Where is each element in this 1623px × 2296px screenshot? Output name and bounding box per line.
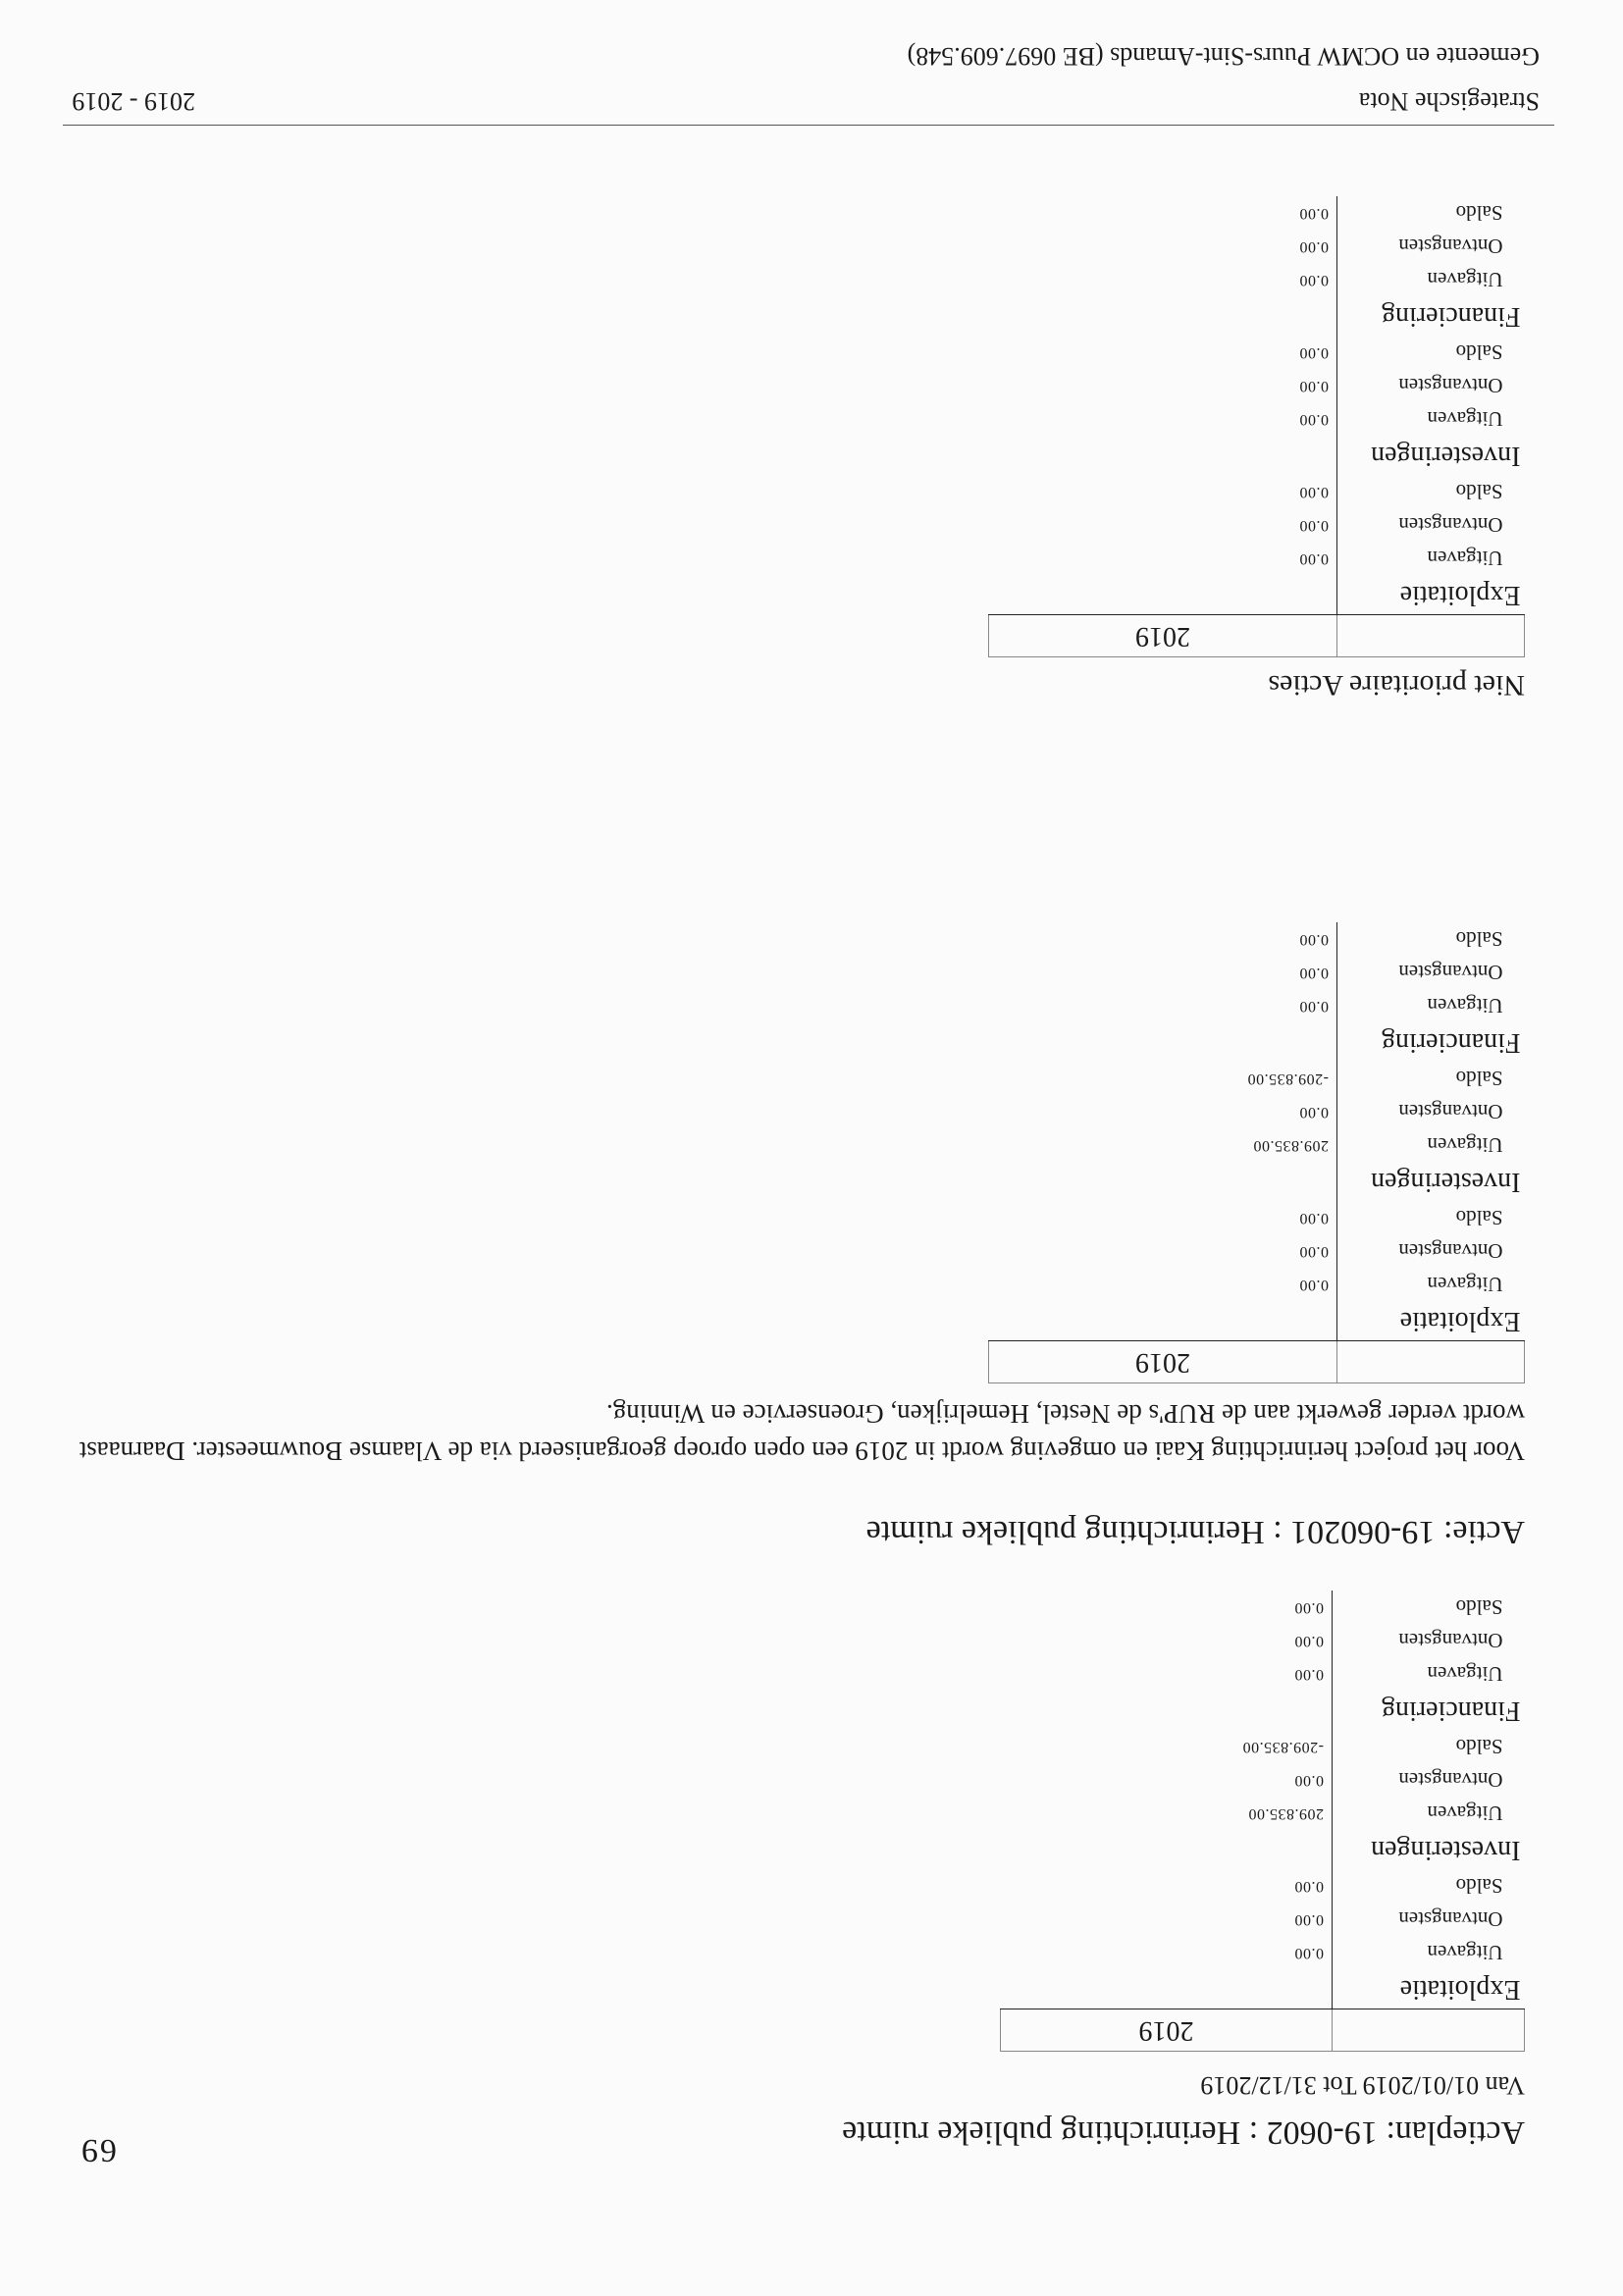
- row-label: Saldo: [1333, 1730, 1525, 1763]
- section-label: Investeringen: [1337, 436, 1525, 475]
- section-label: Financiering: [1337, 296, 1525, 336]
- row-label: Uitgaven: [1337, 1128, 1525, 1162]
- row-value: -209.835.00: [1247, 1070, 1329, 1087]
- table-row: [989, 508, 1525, 542]
- table-row: [1001, 1730, 1525, 1763]
- table-row: [989, 575, 1525, 615]
- row-value: 0.00: [1299, 238, 1329, 255]
- row-label: Saldo: [1333, 1591, 1525, 1624]
- actie-title: Actie: 19-060201 : Herinrichting publieke ruimte: [865, 1514, 1525, 1550]
- table-row: [989, 402, 1525, 436]
- row-value: 0.00: [1299, 965, 1329, 981]
- niet-prioritaire-table: [988, 196, 1525, 657]
- table-row: [1001, 1969, 1525, 2009]
- table-row: [989, 1162, 1525, 1201]
- table-row: [989, 263, 1525, 296]
- row-value: 0.00: [1294, 1599, 1324, 1616]
- table-row: [1001, 1591, 1525, 1624]
- row-value: [989, 575, 1337, 615]
- row-label: Uitgaven: [1337, 542, 1525, 575]
- row-label: Ontvangsten: [1333, 1624, 1525, 1657]
- table-header-row: [1001, 2009, 1525, 2052]
- row-label: Uitgaven: [1337, 989, 1525, 1022]
- table-row: [989, 230, 1525, 263]
- table-corner-cell: [1333, 2009, 1525, 2052]
- table-row: [989, 1301, 1525, 1341]
- row-value: [989, 296, 1337, 336]
- table-row: [1001, 1797, 1525, 1830]
- table-row: [989, 369, 1525, 402]
- table-row: [989, 922, 1525, 956]
- table-row: [989, 196, 1525, 230]
- table-row: [989, 296, 1525, 336]
- row-value: 209.835.00: [1253, 1137, 1329, 1154]
- doc-period: 2019 - 2019: [72, 87, 195, 116]
- table-year-header: 2019: [1001, 2009, 1333, 2052]
- table-row: [989, 1128, 1525, 1162]
- page-number: 69: [79, 2132, 117, 2168]
- row-value: [989, 436, 1337, 475]
- row-value: 209.835.00: [1248, 1805, 1324, 1822]
- section-label: Investeringen: [1337, 1162, 1525, 1201]
- table-corner-cell: [1337, 1341, 1525, 1383]
- niet-prioritaire-title: Niet prioritaire Acties: [1268, 669, 1525, 702]
- doc-title: Strategische Nota: [1358, 87, 1540, 116]
- row-value: 0.00: [1299, 378, 1329, 394]
- row-value: 0.00: [1299, 1104, 1329, 1121]
- actieplan-period: Van 01/01/2019 Tot 31/12/2019: [1200, 2071, 1525, 2100]
- table-row: [989, 475, 1525, 508]
- row-value: 0.00: [1294, 1772, 1324, 1789]
- section-label: Financiering: [1333, 1691, 1525, 1730]
- row-label: Uitgaven: [1333, 1657, 1525, 1691]
- table-corner-cell: [1337, 615, 1525, 657]
- table-row: [1001, 1657, 1525, 1691]
- table-row: [989, 1268, 1525, 1301]
- row-value: 0.00: [1299, 1243, 1329, 1260]
- section-label: Exploitatie: [1337, 575, 1525, 615]
- actie-table: [988, 922, 1525, 1383]
- table-row: [989, 336, 1525, 369]
- row-value: 0.00: [1299, 411, 1329, 428]
- row-label: Ontvangsten: [1337, 1234, 1525, 1268]
- row-value: 0.00: [1299, 205, 1329, 222]
- actieplan-table: [1000, 1591, 1525, 2052]
- row-value: [989, 1162, 1337, 1201]
- row-value: 0.00: [1294, 1878, 1324, 1895]
- row-label: Ontvangsten: [1333, 1903, 1525, 1936]
- row-label: Saldo: [1337, 196, 1525, 230]
- row-value: [989, 1022, 1337, 1062]
- row-label: Uitgaven: [1337, 402, 1525, 436]
- row-value: 0.00: [1294, 1911, 1324, 1928]
- row-label: Ontvangsten: [1337, 508, 1525, 542]
- table-row: [1001, 1830, 1525, 1869]
- table-row: [989, 989, 1525, 1022]
- row-label: Ontvangsten: [1337, 956, 1525, 989]
- actieplan-title: Actieplan: 19-0602 : Herinrichting publieke ruimte: [842, 2114, 1525, 2151]
- section-label: Investeringen: [1333, 1830, 1525, 1869]
- row-label: Uitgaven: [1333, 1936, 1525, 1969]
- row-label: Uitgaven: [1337, 1268, 1525, 1301]
- row-value: 0.00: [1299, 344, 1329, 361]
- row-label: Saldo: [1333, 1869, 1525, 1903]
- table-year-header: 2019: [989, 615, 1337, 657]
- table-row: [1001, 1869, 1525, 1903]
- row-value: 0.00: [1299, 484, 1329, 500]
- table-row: [989, 956, 1525, 989]
- row-value: 0.00: [1299, 550, 1329, 567]
- table-row: [989, 1062, 1525, 1095]
- row-value: 0.00: [1294, 1945, 1324, 1961]
- doc-org: Gemeente en OCMW Puurs-Sint-Amands (BE 0697.609.548): [907, 42, 1540, 71]
- row-value: [989, 1301, 1337, 1341]
- table-row: [989, 1201, 1525, 1234]
- table-header-row: [989, 615, 1525, 657]
- row-label: Saldo: [1337, 1062, 1525, 1095]
- row-value: 0.00: [1294, 1666, 1324, 1683]
- row-value: 0.00: [1299, 1210, 1329, 1226]
- table-row: [1001, 1903, 1525, 1936]
- row-label: Ontvangsten: [1333, 1763, 1525, 1797]
- table-row: [989, 1022, 1525, 1062]
- table-row: [989, 1095, 1525, 1128]
- row-label: Ontvangsten: [1337, 1095, 1525, 1128]
- table-row: [989, 1234, 1525, 1268]
- row-label: Saldo: [1337, 475, 1525, 508]
- row-value: 0.00: [1299, 272, 1329, 288]
- row-value: [1001, 1830, 1333, 1869]
- row-value: 0.00: [1299, 517, 1329, 534]
- row-value: 0.00: [1294, 1633, 1324, 1649]
- row-value: [1001, 1691, 1333, 1730]
- table-header-row: [989, 1341, 1525, 1383]
- section-label: Exploitatie: [1333, 1969, 1525, 2009]
- row-label: Saldo: [1337, 922, 1525, 956]
- table-row: [1001, 1763, 1525, 1797]
- header-rule: [63, 125, 1554, 126]
- row-label: Uitgaven: [1337, 263, 1525, 296]
- table-row: [989, 436, 1525, 475]
- row-label: Ontvangsten: [1337, 369, 1525, 402]
- row-label: Saldo: [1337, 336, 1525, 369]
- table-row: [1001, 1624, 1525, 1657]
- table-row: [989, 542, 1525, 575]
- row-value: -209.835.00: [1242, 1739, 1324, 1755]
- table-row: [1001, 1936, 1525, 1969]
- row-label: Uitgaven: [1333, 1797, 1525, 1830]
- row-value: 0.00: [1299, 1277, 1329, 1293]
- row-value: 0.00: [1299, 998, 1329, 1015]
- section-label: Financiering: [1337, 1022, 1525, 1062]
- actie-description: Voor het project herinrichting Kaai en omgeving wordt in 2019 een open oproep georganiseerd via de Vlaamse Bouwmeester. Daarnaast wordt verder gewerkt aan de RUP's de Nestel, Hemelrijken, Groenservice en Winning.: [79, 1399, 1525, 1466]
- section-label: Exploitatie: [1337, 1301, 1525, 1341]
- row-value: 0.00: [1299, 931, 1329, 948]
- row-value: [1001, 1969, 1333, 2009]
- table-year-header: 2019: [989, 1341, 1337, 1383]
- row-label: Saldo: [1337, 1201, 1525, 1234]
- table-row: [1001, 1691, 1525, 1730]
- row-label: Ontvangsten: [1337, 230, 1525, 263]
